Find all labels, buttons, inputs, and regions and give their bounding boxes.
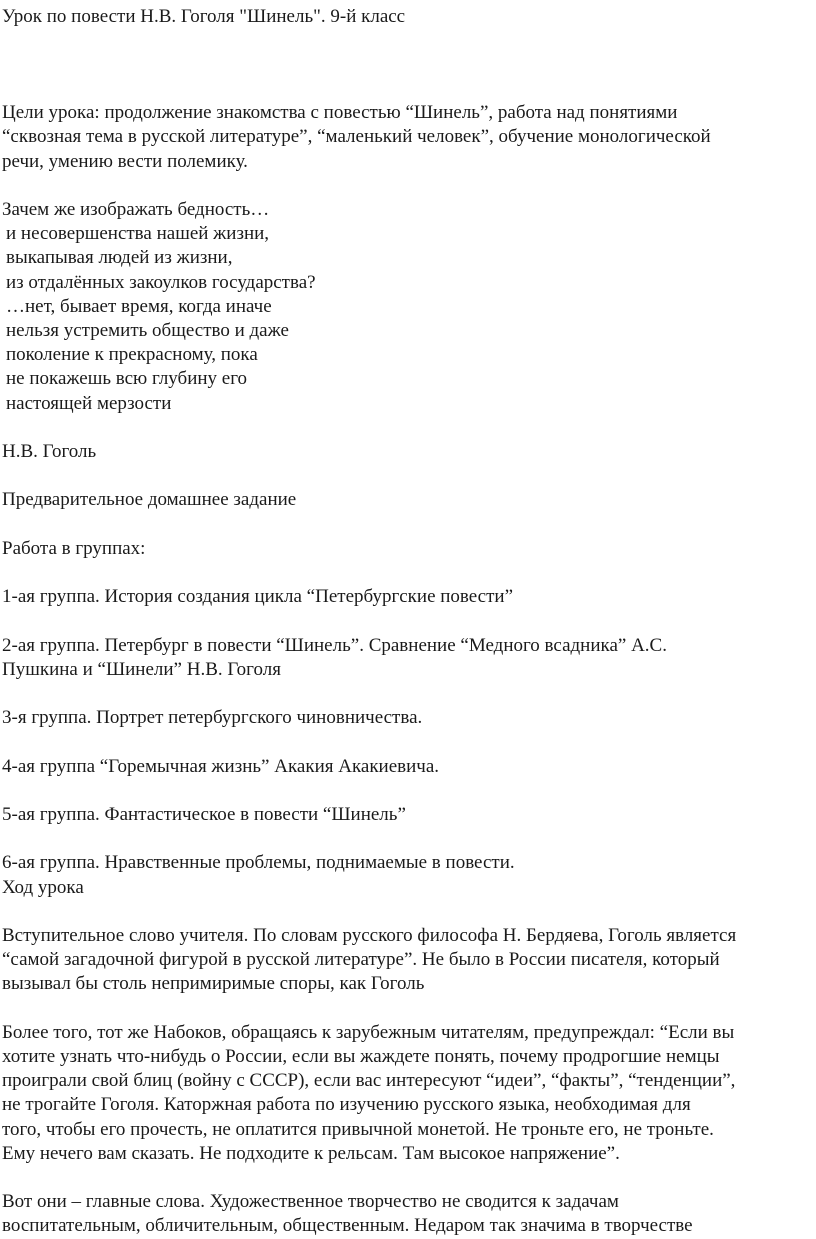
epigraph-author: Н.В. Гоголь: [2, 441, 97, 463]
epigraph-line: Зачем же изображать бедность…: [2, 199, 270, 220]
document-title: Урок по повести Н.В. Гоголя "Шинель". 9-й класс: [2, 6, 406, 27]
group-3: 3-я группа. Портрет петербургского чиновничества.: [2, 707, 423, 729]
lesson-heading: Ход урока: [2, 876, 84, 898]
epigraph-line: нельзя устремить общество и даже: [6, 320, 289, 342]
group-1: 1-ая группа. История создания цикла “Петербургские повести”: [2, 586, 514, 608]
nabokov-paragraph: Более того, тот же Набоков, обращаясь к зарубежным читателям, предупреждал: “Если вы хотите узнать что-нибудь о России, если вы жаждете понять, почему продрогшие немцы проиграли свой блиц (войну с СССР), если вас интересуют “идеи”, “факты”, “тенденции”, не трогайте Гоголя. Каторжная работа по изучению русского языка, необходимая для того, чтобы его прочесть, не оплатится привычной монетой. Не троньте его, не троньте. Ему нечего вам сказать. Не подходите к рельсам. Там высокое напряжение”.: [2, 1021, 736, 1164]
group-2: 2-ая группа. Петербург в повести “Шинель”. Сравнение “Медного всадника” А.С. Пушкина и “Шинели” Н.В. Гоголя: [2, 634, 667, 680]
epigraph: [2, 198, 816, 416]
epigraph-line: …нет, бывает время, когда иначе: [6, 295, 272, 317]
epigraph-line: из отдалённых закоулков государства?: [6, 271, 316, 293]
epigraph-line: не покажешь всю глубину его: [6, 368, 248, 390]
lesson-goals: [2, 101, 816, 174]
homework-heading: Предварительное домашнее задание: [2, 489, 297, 511]
groups-heading: Работа в группах:: [2, 537, 146, 559]
epigraph-line: настоящей мерзости: [6, 392, 172, 414]
goals-line: Цели урока: продолжение знакомства с повестью “Шинель”, работа над понятиями: [2, 102, 678, 124]
group-6: 6-ая группа. Нравственные проблемы, поднимаемые в повести.: [2, 852, 515, 874]
conclusion-paragraph: Вот они – главные слова. Художественное творчество не сводится к задачам воспитательным, обличительным, общественным. Недаром так значима в творчестве: [2, 1191, 693, 1237]
epigraph-line: выкапывая людей из жизни,: [6, 247, 233, 269]
intro-paragraph: Вступительное слово учителя. По словам русского философа Н. Бердяева, Гоголь является “самой загадочной фигурой в русской литературе”. Не было в России писателя, который вызывал бы столь непримиримые споры, как Гоголь: [2, 924, 737, 995]
epigraph-line: поколение к прекрасному, пока: [6, 344, 258, 366]
document-body: [2, 5, 816, 1239]
group-4: 4-ая группа “Горемычная жизнь” Акакия Акакиевича.: [2, 755, 440, 777]
group-5: 5-ая группа. Фантастическое в повести “Шинель”: [2, 803, 406, 825]
goals-line: речи, умению вести полемику.: [2, 150, 248, 172]
epigraph-line: и несовершенства нашей жизни,: [6, 223, 270, 245]
goals-line: “сквозная тема в русской литературе”, “маленький человек”, обучение монологической: [2, 126, 711, 148]
